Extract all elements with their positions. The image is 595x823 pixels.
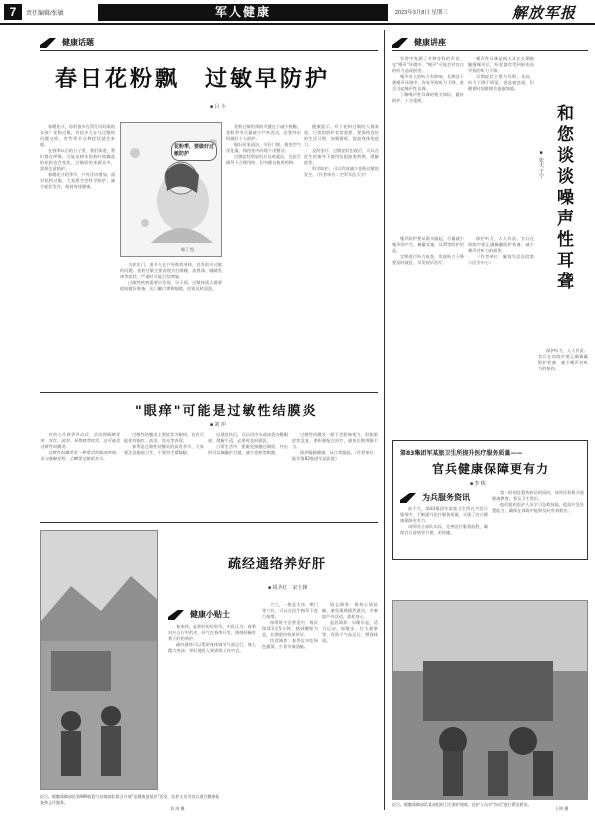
article-column: 当你出门，很多人在户外锻炼身体，也有很多过敏的问题。花粉过敏主要表现为打喷嚏、流鼻涕、眼睛发痒等症状，严重时可能引发哮喘。 过敏性疾病需要早发现、早干预。过敏体质人群要提前做好准备，出门戴口罩和眼镜，回家及时清洗。 bbox=[120, 262, 222, 291]
photo-credit: 刘 涛 摄 bbox=[170, 806, 185, 811]
byline: ■ 张天 于宁 bbox=[538, 150, 544, 179]
article-column: 情志调养：保持心情舒畅，避免情绪剧烈波动，多参加户外活动，放松身心。 起居调养：早睡早起，适当运动，如散步、打太极拳等，有助于气血运行，增强体质。 bbox=[322, 602, 378, 643]
byline: ■ 吕 斗 bbox=[210, 104, 226, 110]
article-column: 保护听力，人人有责。官兵在训练中要正确佩戴防护装备，减少噪声对听力的损伤。 bbox=[538, 348, 588, 371]
article-column: 军营中充满了多种各样的声音，在"噪声"环境中，"噪声"可能会对官兵的听力造成损害。 噪声对人的听力有影响，长期处于强噪声环境中，容易导致听力下降，甚至引起噪声性耳聋。 了解噪声性耳聋的相关知识，做好防护，十分重要。 bbox=[392, 56, 464, 103]
article-column: 有的人在春季外出后，会出现眼睛发痒、发红、流泪、异物感等症状，这可能是过敏性结膜炎。 过敏性结膜炎是一种常见的眼部疾病，多与接触花粉、尘螨等过敏原有关。 bbox=[40, 432, 120, 461]
article-column: 春暖花开，你的很多在帮忙问吗谁的女孩？花粉过敏，有很多人在与过敏的问题交织，有些季节这种症状就会来临。 在春季以后的日子里，我们知道，我们都在呼吸，可能从树木的枝叶间飘落的花粉也在变化。过敏原的来源众多，需要注意防护。 春暖花开的季节，户外活动增加，面对花粉过敏，大家要学会科学防护，减少症状发作，保持身体健康。 bbox=[40, 124, 115, 189]
article-column: 噪声防护要从源头做起，尽量减少噪声的产生，佩戴耳塞、耳罩等防护用品。 定期进行听力检查，发现听力下降要及时就医，早发现早治疗。 bbox=[392, 236, 464, 265]
kicker-health-topic: 健康话题 bbox=[40, 36, 160, 50]
article-title: 疏经通络养好肝 bbox=[228, 557, 327, 572]
divider bbox=[40, 522, 378, 523]
article-column: 过敏性结膜炎主要症状为眼痒，也有可能伴有眼红、流泪、畏光等表现。 春季是过敏性结膜炎的高发季节，大家要注意眼部卫生，不要用手揉眼睛。 bbox=[124, 432, 204, 455]
article-column: 花粉过敏的预防关键在于减少接触。花粉季节尽量减少户外活动，必要外出时做好个人防护。 做好居家清洁，关好门窗，使用空气净化器，保持室内环境干净整洁。 过敏症状明显时应及时就医，在医生指导下合理用药，切勿擅自使用药物。 bbox=[226, 124, 301, 165]
newspaper-logo: 解放军报 bbox=[512, 4, 577, 22]
photo-credit: 王明 摄 bbox=[555, 806, 569, 811]
photo-scene bbox=[41, 531, 158, 790]
issue-date: 2023年3月8日 星期三 bbox=[395, 10, 448, 16]
speech-bubble: 花粉季，要做好过敏防护 bbox=[171, 141, 217, 161]
section-title: 军人健康 bbox=[214, 5, 271, 19]
box-subtitle: 第83集团军某旅卫生所提升医疗服务质量—— bbox=[400, 450, 523, 457]
page-number: 7 bbox=[4, 4, 22, 20]
divider bbox=[40, 50, 378, 51]
article-column: 第一时间处置伤病员的同时，该所还积极开展健康教育，普及卫生常识。 他们组织医护人员学习急救技能，提高应急处置能力，确保在训练中能够及时有效救治。 bbox=[492, 490, 584, 513]
photo-scene bbox=[393, 601, 588, 800]
vertical-article-title: 和您谈谈噪声性耳聋 bbox=[553, 104, 573, 293]
photo-caption: 近日，联勤保障部队某部组织卫生救护演练，医护人员对"伤员"进行紧急救治。 bbox=[392, 802, 532, 807]
kicker-health-tips: 健康小贴士 bbox=[168, 608, 258, 622]
article-title: "眼痒"可能是过敏性结膜炎 bbox=[135, 404, 318, 419]
article-title: 春日花粉飘 过敏早防护 bbox=[55, 66, 331, 92]
divider bbox=[40, 392, 378, 393]
article-column: 健康提示。对于花粉过敏的人群来说，日常的防护非常重要，要保持良好的生活习惯，加强锻炼，提高身体免疫力。 及时治疗。过敏症状出现后，可以在医生的指导下使用抗组胺类药物，缓解症状。 科学防护，可以有效减少花粉过敏的发生。（作者单位：空军军医大学） bbox=[304, 124, 379, 177]
article-column: 过敏性结膜炎一般不会影响视力，但如果症状反复，要积极配合治疗，避免长期用眼不当。 保护眼睛健康，从日常做起。（作者单位：陆军第82集团军某医院） bbox=[292, 432, 378, 461]
column-divider bbox=[384, 30, 385, 810]
illustration bbox=[120, 122, 222, 257]
photo-caption: 近日，联勤保障部队第989医院与驻地部队联合开展"送健康进基层"活动，医护人员为官兵进行健康检查和义诊服务。 bbox=[40, 794, 220, 805]
section-editor: 责任编辑/张敏 bbox=[26, 11, 64, 17]
drill-photo bbox=[392, 600, 588, 800]
kicker-health-lecture: 健康讲座 bbox=[392, 36, 512, 50]
article-column: 春来到，是养肝的好时节。中医认为，春季对应五行中的木，肝气在春季升发，情绪舒畅有利于肝的养护。 疏经通络可以帮助身体调节气血运行，使人精力充沛，更好地投入到训练工作中去。 bbox=[168, 624, 256, 653]
box-title: 官兵健康保障更有力 bbox=[432, 462, 550, 476]
article-column: 保护听力，人人有责。官兵在训练中要正确佩戴防护装备，减少噪声对听力的损伤。 （作者单位：解放军总医院第六医学中心） bbox=[468, 236, 534, 265]
medical-team-photo bbox=[40, 530, 158, 790]
article-column: 噪声性耳聋是指人耳在长期接触强噪声后，听觉器官受到损伤而导致的听力下降。 早期症状主要为耳鸣、耳闷，听力下降不明显，容易被忽视，但随着时间推移会逐渐加重。 bbox=[468, 56, 534, 91]
article-column: 前不久，第83集团军某旅卫生所在为官兵服务中，不断提升医疗服务质量，实现了官兵健康保障更有力。 该所结合部队实际，完善医疗服务流程，确保官兵看病更方便、更快捷。 bbox=[400, 506, 488, 535]
kicker-service-news: 为兵服务资讯 bbox=[400, 491, 490, 505]
article-column: 出现症状后，可以用冷水或冰袋冷敷眼部，缓解不适，必要时及时就医。 日常生活中，要避免接触过敏原，外出时可以佩戴护目镜，减少花粉等刺激。 bbox=[208, 432, 288, 455]
divider bbox=[392, 50, 588, 51]
article-column: 大穴，一般是太冲、期门等穴位，可以在医生指导下进行按摩。 按摩时手法要适中，每次按揉3至5分钟，感到酸胀为宜，长期坚持效果更好。 饮食调养：春季宜多吃绿色蔬菜，少食辛辣油腻。 bbox=[262, 602, 318, 649]
illustration-credit: 韩丁 绘 bbox=[181, 247, 195, 252]
byline: ■ 李 栋 bbox=[470, 481, 486, 487]
byline: ■ 刘 冲 bbox=[210, 422, 226, 428]
byline: ■ 胡圣红 宋士锋 bbox=[268, 585, 308, 591]
